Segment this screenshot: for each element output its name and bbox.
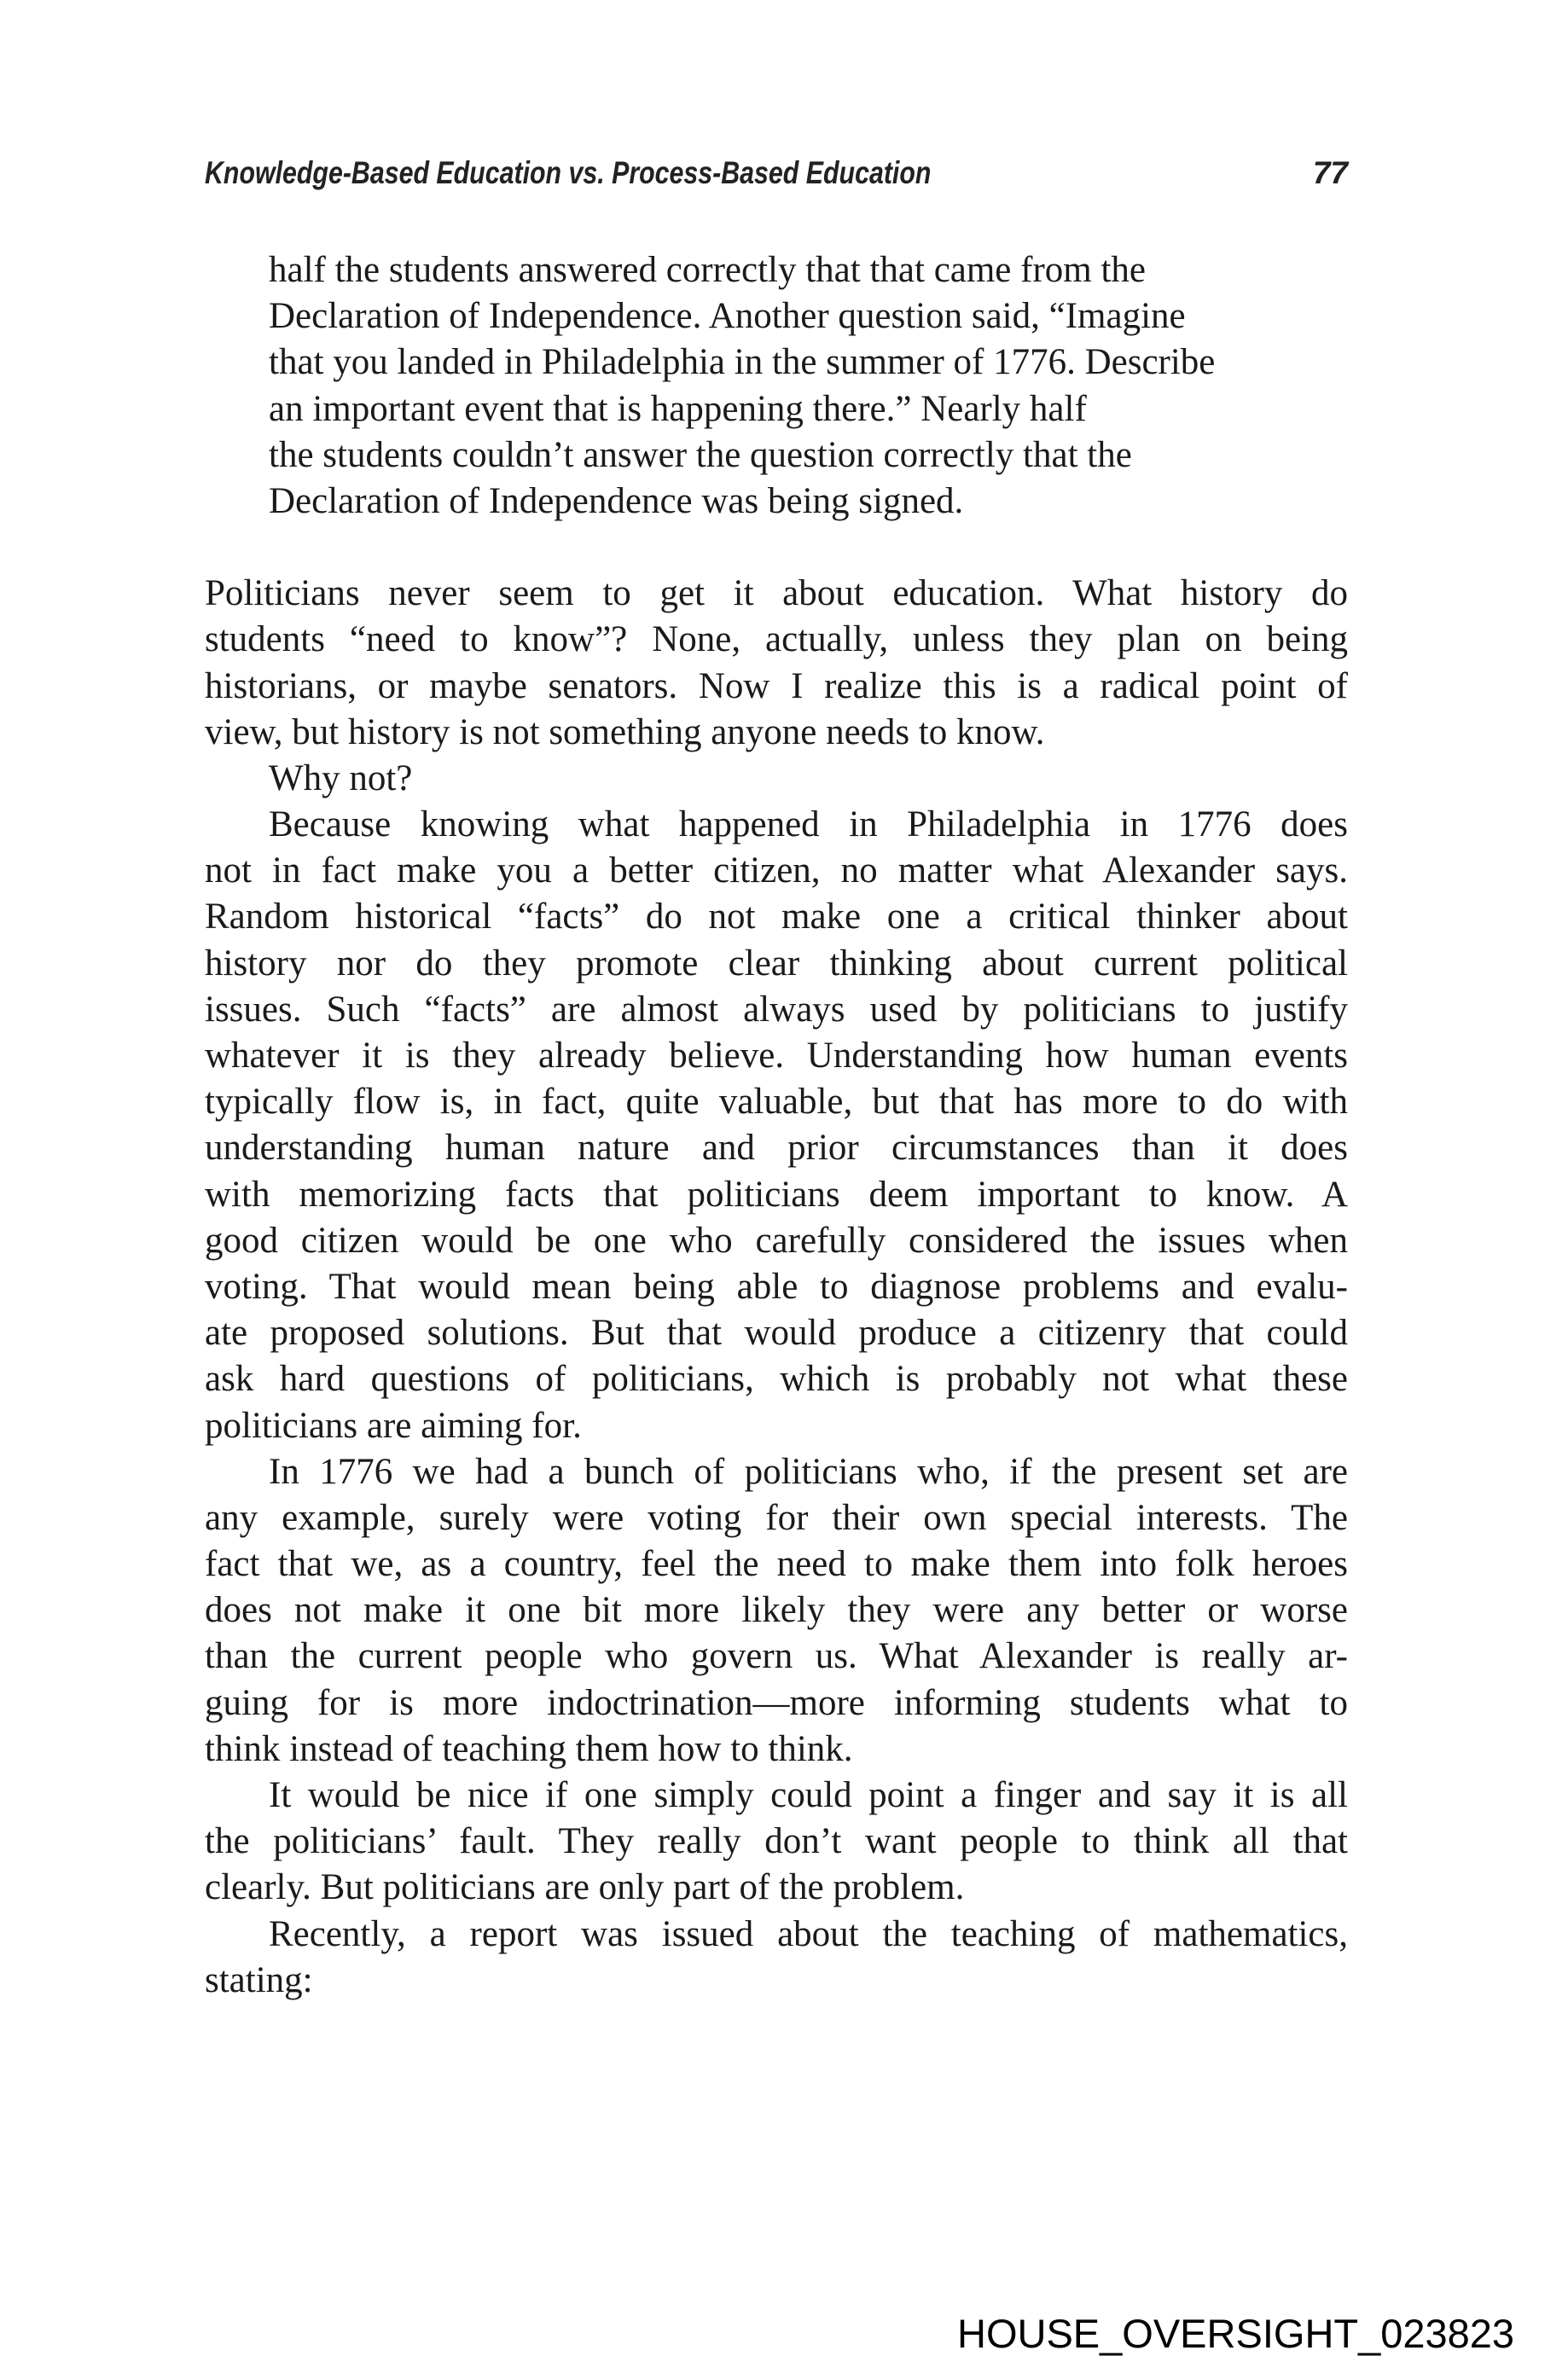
text-line: students “need to know”? None, actually, unless they plan on being — [205, 619, 1348, 660]
body-text — [205, 247, 1348, 2004]
paragraph-gap — [205, 525, 1348, 571]
text-line: history nor do they promote clear thinking about current political — [205, 943, 1348, 984]
text-line: not in fact make you a better citizen, no matter what Alexander says. — [205, 850, 1348, 891]
text-line: ask hard questions of politicians, which is probably not what these — [205, 1359, 1348, 1400]
text-line: think instead of teaching them how to think. — [205, 1728, 853, 1769]
quote-line: half the students answered correctly that that came from the — [269, 250, 1147, 290]
text-line: historians, or maybe senators. Now I realize this is a radical point of — [205, 665, 1348, 706]
block-quote — [269, 247, 1275, 525]
paragraph — [205, 802, 1348, 1449]
quote-line: that you landed in Philadelphia in the summer of 1776. Describe — [269, 342, 1216, 383]
paragraph — [205, 756, 1348, 802]
text-line: voting. That would mean being able to diagnose problems and evalu- — [205, 1266, 1348, 1307]
text-line: It would be nice if one simply could point a finger and say it is all — [269, 1775, 1348, 1815]
text-line: clearly. But politicians are only part of the problem. — [205, 1867, 965, 1908]
running-header — [205, 155, 1348, 198]
text-line: typically flow is, in fact, quite valuable, but that has more to do with — [205, 1082, 1348, 1123]
paragraphs — [205, 571, 1348, 2004]
text-line: whatever it is they already believe. Understanding how human events — [205, 1036, 1348, 1076]
text-line: stating: — [205, 1959, 313, 2000]
paragraph — [205, 1912, 1348, 2004]
text-line: Recently, a report was issued about the teaching of mathematics, — [269, 1913, 1348, 1954]
text-line: view, but history is not something anyone needs to know. — [205, 711, 1045, 752]
quote-line: Declaration of Independence. Another question said, “Imagine — [269, 296, 1186, 337]
text-line: fact that we, as a country, feel the need to make them into folk heroes — [205, 1544, 1348, 1585]
paragraph — [205, 1773, 1348, 1912]
text-line: understanding human nature and prior circumstances than it does — [205, 1128, 1348, 1169]
text-line: any example, surely were voting for their own special interests. The — [205, 1497, 1348, 1538]
text-line: In 1776 we had a bunch of politicians who, if the present set are — [269, 1451, 1348, 1492]
text-line: Random historical “facts” do not make one a critical thinker about — [205, 897, 1348, 937]
text-line: the politicians’ fault. They really don’t want people to think all that — [205, 1821, 1348, 1862]
bates-number: HOUSE_OVERSIGHT_023823 — [957, 2311, 1515, 2356]
text-line: ate proposed solutions. But that would produce a citizenry that could — [205, 1313, 1348, 1354]
text-line: politicians are aiming for. — [205, 1405, 582, 1446]
text-line: Politicians never seem to get it about education. What history do — [205, 573, 1348, 614]
text-line: Because knowing what happened in Philadelphia in 1776 does — [269, 804, 1348, 845]
quote-line: an important event that is happening there.” Nearly half — [269, 388, 1087, 429]
text-line: guing for is more indoctrination—more informing students what to — [205, 1682, 1348, 1723]
paragraph — [205, 1449, 1348, 1773]
text-line: with memorizing facts that politicians deem important to know. A — [205, 1174, 1348, 1215]
text-line: Why not? — [269, 757, 413, 798]
text-line: than the current people who govern us. What Alexander is really ar- — [205, 1636, 1348, 1677]
running-title: Knowledge-Based Education vs. Process-Based Education — [205, 155, 932, 190]
text-line: issues. Such “facts” are almost always used by politicians to justify — [205, 989, 1348, 1030]
page-number: 77 — [1312, 155, 1348, 190]
text-line: does not make it one bit more likely they were any better or worse — [205, 1590, 1348, 1631]
quote-line: Declaration of Independence was being signed. — [269, 480, 964, 521]
text-line: good citizen would be one who carefully considered the issues when — [205, 1220, 1348, 1261]
quote-line: the students couldn’t answer the question correctly that the — [269, 434, 1132, 475]
paragraph — [205, 571, 1348, 756]
